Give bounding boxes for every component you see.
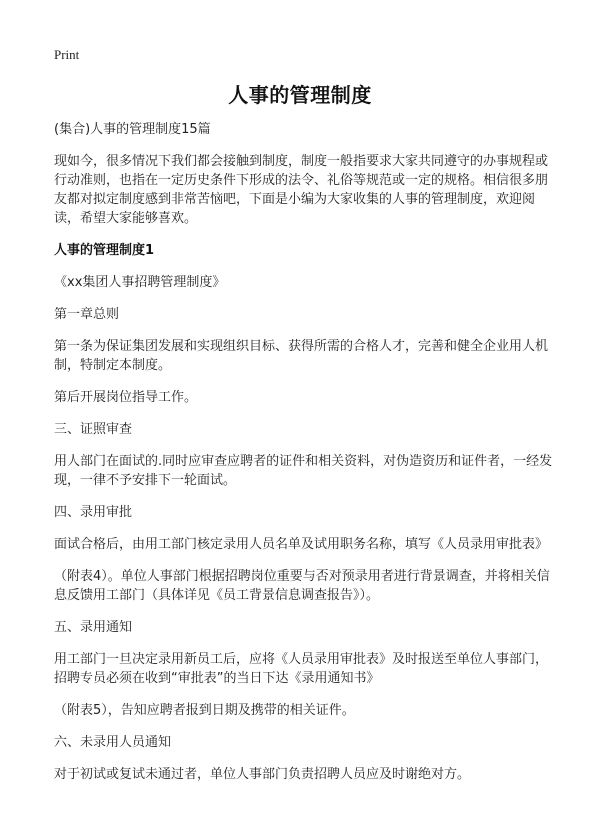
intro-paragraph: 现如今，很多情况下我们都会接触到制度，制度一般指要求大家共同遵守的办事规程或行动准则，也指在一定历史条件下形成的法令、礼俗等规范或一定的规格。相信很多朋友都对拟定制度感到非常苦恼吧，下面是小编为大家收集的人事的管理制度，欢迎阅读，希望大家能够喜欢。 [54, 154, 549, 226]
subsection-4-text-1: 面试合格后，由用工部门核定录用人员名单及试用职务名称，填写《人员录用审批表》 [54, 537, 549, 552]
subsection-4-text-2: （附表4）。单位人事部门根据招聘岗位重要与否对预录用者进行背景调查，并将相关信息反馈用工部门（具体详见《员工背景信息调查报告》）。 [54, 569, 550, 603]
page-title: 人事的管理制度 [228, 83, 372, 107]
regulation-title: 《xx集团人事招聘管理制度》 [54, 275, 226, 290]
subsection-6-text: 对于初试或复试未通过者，单位人事部门负责招聘人员应及时谢绝对方。 [54, 767, 471, 782]
subsection-heading-4: 四、录用审批 [54, 505, 133, 520]
subsection-5-text-2: （附表5），告知应聘者报到日期及携带的相关证件。 [54, 703, 355, 718]
subsection-heading-6: 六、未录用人员通知 [54, 735, 172, 750]
print-link[interactable]: Print [54, 47, 80, 62]
subsection-5-text-1: 用工部门一旦决定录用新员工后，应将《人员录用审批表》及时报送至单位人事部门，招聘专员必须在收到“审批表”的当日下达《录用通知书》 [54, 652, 549, 686]
article-paragraph: 第一条为保证集团发展和实现组织目标、获得所需的合格人才，完善和健全企业用人机制，特制定本制度。 [54, 339, 549, 373]
subsection-3-text: 用人部门在面试的.同时应审查应聘者的证件和相关资料，对伪造资历和证件者，一经发现，一律不予安排下一轮面试。 [54, 454, 553, 488]
subsection-heading-3: 三、证照审查 [54, 422, 133, 437]
subsection-heading-5: 五、录用通知 [54, 620, 133, 635]
chapter-heading: 第一章总则 [54, 307, 120, 322]
guidance-paragraph: 第后开展岗位指导工作。 [54, 390, 198, 405]
subtitle: (集合)人事的管理制度15篇 [54, 122, 211, 137]
section-heading-1: 人事的管理制度1 [54, 243, 155, 258]
document-body [54, 120, 554, 797]
